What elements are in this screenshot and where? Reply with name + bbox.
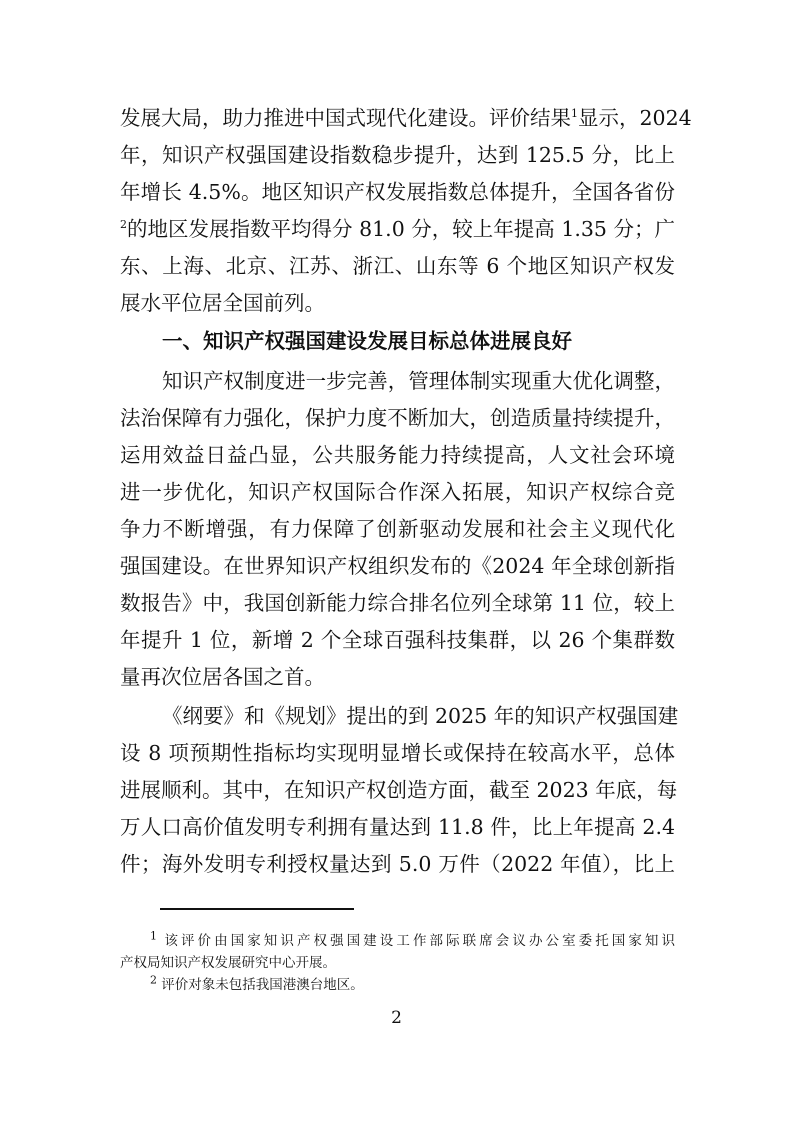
section-heading: 一、知识产权强国建设发展目标总体进展良好 xyxy=(162,329,572,353)
footnote-ref-1[interactable]: 1 xyxy=(571,107,578,121)
footnote-line: $^2$ 评价对象未包括我国港澳台地区。 xyxy=(150,973,364,993)
footnote-1 xyxy=(120,930,675,974)
body-line: 东、上海、北京、江苏、浙江、山东等 6 个地区知识产权发 xyxy=(120,254,675,278)
body-line: 数报告》中，我国创新能力综合排名位列全球第 11 位，较上 xyxy=(120,591,675,615)
body-line: 年增长 4.5%。地区知识产权发展指数总体提升，全国各省份 xyxy=(120,180,675,204)
body-line: 年提升 1 位，新增 2 个全球百强科技集群，以 26 个集群数 xyxy=(120,628,675,652)
footnote-line: $^1$ 该评价由国家知识产权强国建设工作部际联席会议办公室委托国家知识 xyxy=(150,929,676,949)
body-line: 万人口高价值发明专利拥有量达到 11.8 件，比上年提高 2.4 xyxy=(120,815,675,839)
body-line: 《纲要》和《规划》提出的到 2025 年的知识产权强国建 xyxy=(162,704,679,728)
body-line: 量再次位居各国之首。 xyxy=(120,665,325,689)
body-line: 知识产权制度进一步完善，管理体制实现重大优化调整， xyxy=(162,369,675,393)
footnote-separator xyxy=(160,908,354,910)
footnote-mark: 2 xyxy=(150,973,157,987)
footnote-ref-2[interactable]: 2 xyxy=(120,218,127,232)
body-line: 进一步优化，知识产权国际合作深入拓展，知识产权综合竞 xyxy=(120,480,675,504)
footnote-2 xyxy=(120,974,675,996)
body-line: 强国建设。在世界知识产权组织发布的《2024 年全球创新指 xyxy=(120,554,675,578)
body-line: 设 8 项预期性指标均实现明显增长或保持在较高水平，总体 xyxy=(120,741,675,765)
body-line: 年，知识产权强国建设指数稳步提升，达到 125.5 分，比上 xyxy=(120,143,675,167)
footnote-mark: 1 xyxy=(150,929,157,943)
body-line: $^2$的地区发展指数平均得分 81.0 分，较上年提高 1.35 分；广 xyxy=(120,217,675,241)
body-line: 发展大局，助力推进中国式现代化建设。评价结果$^1$显示，2024 xyxy=(120,106,692,130)
body-line: 争力不断增强，有力保障了创新驱动发展和社会主义现代化 xyxy=(120,517,675,541)
footnote-line: 产权局知识产权发展研究中心开展。 xyxy=(120,955,336,971)
body-line: 进展顺利。其中，在知识产权创造方面，截至 2023 年底，每 xyxy=(120,778,678,802)
body-line: 法治保障有力强化，保护力度不断加大，创造质量持续提升， xyxy=(120,406,675,430)
body-line: 展水平位居全国前列。 xyxy=(120,291,325,315)
page-number: 2 xyxy=(391,1008,402,1028)
body-line: 运用效益日益凸显，公共服务能力持续提高，人文社会环境 xyxy=(120,443,675,467)
body-line: 件；海外发明专利授权量达到 5.0 万件（2022 年值），比上 xyxy=(120,852,675,876)
